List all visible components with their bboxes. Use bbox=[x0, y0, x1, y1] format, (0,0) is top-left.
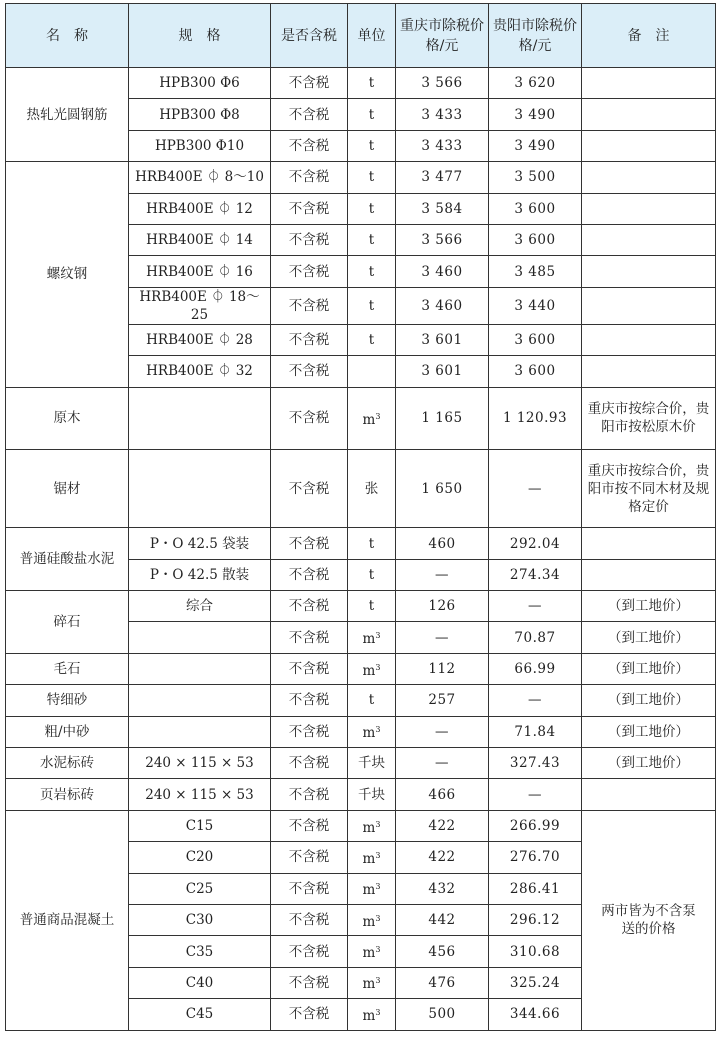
cell-remark: （到工地价） bbox=[582, 591, 716, 622]
cell-remark: （到工地价） bbox=[582, 622, 716, 653]
cell-spec: C35 bbox=[129, 936, 271, 967]
unit-text: m bbox=[362, 913, 376, 930]
cell-gy: 327.43 bbox=[489, 748, 582, 779]
cell-remark bbox=[582, 130, 716, 161]
table-row bbox=[6, 591, 716, 622]
cell-gy: 296.12 bbox=[489, 905, 582, 936]
cell-spec: HPB300 Φ8 bbox=[129, 99, 271, 130]
cell-spec: HRB400E ⏀ 18～25 bbox=[129, 287, 271, 324]
cell-unit bbox=[348, 653, 396, 684]
cell-unit: t bbox=[348, 256, 396, 287]
cell-cq: 500 bbox=[396, 999, 489, 1030]
cell-spec: C45 bbox=[129, 999, 271, 1030]
cell-cq: 112 bbox=[396, 653, 489, 684]
unit-superscript: 3 bbox=[375, 662, 381, 672]
cell-remark bbox=[582, 68, 716, 99]
cell-unit bbox=[348, 810, 396, 841]
cell-gy: 276.70 bbox=[489, 842, 582, 873]
cell-unit bbox=[348, 999, 396, 1030]
unit-superscript: 3 bbox=[375, 411, 381, 421]
cell-remark bbox=[582, 162, 716, 193]
cell-spec bbox=[129, 387, 271, 450]
cell-spec: C15 bbox=[129, 810, 271, 841]
cell-spec bbox=[129, 450, 271, 528]
table-row bbox=[6, 653, 716, 684]
cell-remark: 重庆市按综合价，贵阳市按不同木材及规格定价 bbox=[582, 450, 716, 528]
cell-remark bbox=[582, 99, 716, 130]
cell-unit: 张 bbox=[348, 450, 396, 528]
cell-tax: 不含税 bbox=[271, 936, 348, 967]
cell-unit: t bbox=[348, 130, 396, 161]
cell-cq: 3 566 bbox=[396, 224, 489, 255]
cell-gy: 71.84 bbox=[489, 716, 582, 747]
cell-gy: 3 620 bbox=[489, 68, 582, 99]
table-row bbox=[6, 748, 716, 779]
cell-tax: 不含税 bbox=[271, 224, 348, 255]
cell-cq: 3 584 bbox=[396, 193, 489, 224]
cell-unit: t bbox=[348, 68, 396, 99]
table-row bbox=[6, 162, 716, 193]
table-row bbox=[6, 387, 716, 450]
cell-remark bbox=[582, 324, 716, 355]
cell-tax: 不含税 bbox=[271, 622, 348, 653]
cell-gy: 3 600 bbox=[489, 324, 582, 355]
cell-tax: 不含税 bbox=[271, 99, 348, 130]
cell-gy: 292.04 bbox=[489, 528, 582, 559]
cell-cq: 3 601 bbox=[396, 356, 489, 387]
cell-gy: 286.41 bbox=[489, 873, 582, 904]
cell-spec: C25 bbox=[129, 873, 271, 904]
cell-tax: 不含税 bbox=[271, 653, 348, 684]
cell-spec: HRB400E ⏀ 28 bbox=[129, 324, 271, 355]
table-row bbox=[6, 450, 716, 528]
table-row bbox=[6, 68, 716, 99]
cell-gy: 3 600 bbox=[489, 224, 582, 255]
cell-unit: t bbox=[348, 193, 396, 224]
header-unit: 单位 bbox=[348, 4, 396, 68]
cell-spec: C20 bbox=[129, 842, 271, 873]
cell-name: 原木 bbox=[6, 387, 129, 450]
cell-cq: — bbox=[396, 622, 489, 653]
cell-unit: t bbox=[348, 528, 396, 559]
unit-superscript: 3 bbox=[375, 976, 381, 986]
cell-spec: HPB300 Φ6 bbox=[129, 68, 271, 99]
cell-cq: 126 bbox=[396, 591, 489, 622]
cell-spec bbox=[129, 653, 271, 684]
price-table bbox=[5, 3, 716, 1031]
cell-cq: 432 bbox=[396, 873, 489, 904]
cell-remark: （到工地价） bbox=[582, 685, 716, 716]
cell-remark bbox=[582, 559, 716, 590]
cell-tax: 不含税 bbox=[271, 324, 348, 355]
cell-tax: 不含税 bbox=[271, 716, 348, 747]
cell-spec: P・O 42.5 袋装 bbox=[129, 528, 271, 559]
cell-unit: 千块 bbox=[348, 748, 396, 779]
cell-tax: 不含税 bbox=[271, 162, 348, 193]
cell-unit: t bbox=[348, 162, 396, 193]
cell-cq: — bbox=[396, 559, 489, 590]
cell-remark bbox=[582, 528, 716, 559]
cell-tax: 不含税 bbox=[271, 591, 348, 622]
cell-name: 水泥标砖 bbox=[6, 748, 129, 779]
cell-cq: — bbox=[396, 716, 489, 747]
cell-spec: HRB400E ⏀ 8～10 bbox=[129, 162, 271, 193]
cell-gy: 3 490 bbox=[489, 99, 582, 130]
cell-spec: 综合 bbox=[129, 591, 271, 622]
unit-superscript: 3 bbox=[375, 819, 381, 829]
cell-tax: 不含税 bbox=[271, 528, 348, 559]
table-row bbox=[6, 810, 716, 841]
cell-gy: 344.66 bbox=[489, 999, 582, 1030]
cell-gy: 3 485 bbox=[489, 256, 582, 287]
cell-name: 热轧光圆钢筋 bbox=[6, 68, 129, 162]
cell-cq: 3 477 bbox=[396, 162, 489, 193]
cell-tax: 不含税 bbox=[271, 685, 348, 716]
cell-name: 特细砂 bbox=[6, 685, 129, 716]
unit-superscript: 3 bbox=[375, 913, 381, 923]
cell-cq: 422 bbox=[396, 842, 489, 873]
cell-tax: 不含税 bbox=[271, 68, 348, 99]
cell-spec: 240 × 115 × 53 bbox=[129, 748, 271, 779]
cell-unit: t bbox=[348, 685, 396, 716]
cell-cq: 1 650 bbox=[396, 450, 489, 528]
cell-unit: t bbox=[348, 324, 396, 355]
cell-remark: 两市皆为不含泵送的价格 bbox=[582, 810, 716, 1030]
cell-spec: 240 × 115 × 53 bbox=[129, 779, 271, 810]
unit-text: m bbox=[362, 411, 376, 428]
cell-cq: 466 bbox=[396, 779, 489, 810]
cell-cq: 476 bbox=[396, 967, 489, 998]
cell-unit bbox=[348, 936, 396, 967]
cell-spec: HRB400E ⏀ 14 bbox=[129, 224, 271, 255]
unit-superscript: 3 bbox=[375, 1007, 381, 1017]
cell-cq: 3 460 bbox=[396, 256, 489, 287]
cell-spec: HRB400E ⏀ 16 bbox=[129, 256, 271, 287]
table-row bbox=[6, 779, 716, 810]
cell-cq: 3 433 bbox=[396, 99, 489, 130]
cell-unit bbox=[348, 905, 396, 936]
cell-tax: 不含税 bbox=[271, 193, 348, 224]
cell-unit bbox=[348, 356, 396, 387]
cell-gy: — bbox=[489, 685, 582, 716]
unit-text: m bbox=[362, 1007, 376, 1024]
cell-tax: 不含税 bbox=[271, 256, 348, 287]
unit-superscript: 3 bbox=[375, 882, 381, 892]
cell-name: 毛石 bbox=[6, 653, 129, 684]
cell-tax: 不含税 bbox=[271, 559, 348, 590]
header-name: 名 称 bbox=[6, 4, 129, 68]
unit-text: m bbox=[362, 662, 376, 679]
header-spec: 规 格 bbox=[129, 4, 271, 68]
cell-spec bbox=[129, 622, 271, 653]
cell-tax: 不含税 bbox=[271, 748, 348, 779]
cell-spec: HRB400E ⏀ 12 bbox=[129, 193, 271, 224]
cell-unit bbox=[348, 716, 396, 747]
cell-unit: t bbox=[348, 559, 396, 590]
cell-spec: P・O 42.5 散装 bbox=[129, 559, 271, 590]
table-row bbox=[6, 528, 716, 559]
unit-text: m bbox=[362, 725, 376, 742]
unit-superscript: 3 bbox=[375, 725, 381, 735]
cell-unit bbox=[348, 873, 396, 904]
cell-cq: 257 bbox=[396, 685, 489, 716]
cell-cq: 3 601 bbox=[396, 324, 489, 355]
unit-text: m bbox=[362, 819, 376, 836]
cell-tax: 不含税 bbox=[271, 905, 348, 936]
cell-gy: 274.34 bbox=[489, 559, 582, 590]
cell-spec bbox=[129, 685, 271, 716]
cell-remark: 重庆市按综合价，贵阳市按松原木价 bbox=[582, 387, 716, 450]
cell-cq: 3 433 bbox=[396, 130, 489, 161]
cell-unit bbox=[348, 967, 396, 998]
cell-cq: 3 460 bbox=[396, 287, 489, 324]
cell-gy: — bbox=[489, 779, 582, 810]
unit-superscript: 3 bbox=[375, 631, 381, 641]
cell-unit: t bbox=[348, 224, 396, 255]
cell-gy: 266.99 bbox=[489, 810, 582, 841]
cell-tax: 不含税 bbox=[271, 356, 348, 387]
cell-spec bbox=[129, 716, 271, 747]
cell-name: 普通硅酸盐水泥 bbox=[6, 528, 129, 591]
cell-gy: 1 120.93 bbox=[489, 387, 582, 450]
cell-remark: （到工地价） bbox=[582, 653, 716, 684]
unit-superscript: 3 bbox=[375, 850, 381, 860]
cell-remark: （到工地价） bbox=[582, 716, 716, 747]
cell-tax: 不含税 bbox=[271, 387, 348, 450]
cell-gy: 310.68 bbox=[489, 936, 582, 967]
cell-name: 碎石 bbox=[6, 591, 129, 654]
cell-remark: （到工地价） bbox=[582, 748, 716, 779]
cell-name: 页岩标砖 bbox=[6, 779, 129, 810]
header-chongqing-price: 重庆市除税价格/元 bbox=[396, 4, 489, 68]
cell-unit: t bbox=[348, 591, 396, 622]
cell-cq: 1 165 bbox=[396, 387, 489, 450]
cell-spec: C30 bbox=[129, 905, 271, 936]
cell-unit: 千块 bbox=[348, 779, 396, 810]
cell-cq: — bbox=[396, 748, 489, 779]
cell-tax: 不含税 bbox=[271, 810, 348, 841]
unit-superscript: 3 bbox=[375, 945, 381, 955]
cell-unit: t bbox=[348, 287, 396, 324]
cell-gy: 3 500 bbox=[489, 162, 582, 193]
cell-gy: — bbox=[489, 591, 582, 622]
cell-gy: 3 440 bbox=[489, 287, 582, 324]
table-row bbox=[6, 716, 716, 747]
cell-gy: 3 490 bbox=[489, 130, 582, 161]
cell-tax: 不含税 bbox=[271, 287, 348, 324]
unit-text: m bbox=[362, 850, 376, 867]
cell-spec: C40 bbox=[129, 967, 271, 998]
cell-cq: 460 bbox=[396, 528, 489, 559]
cell-name: 普通商品混凝土 bbox=[6, 810, 129, 1030]
cell-cq: 422 bbox=[396, 810, 489, 841]
cell-spec: HPB300 Φ10 bbox=[129, 130, 271, 161]
cell-name: 粗/中砂 bbox=[6, 716, 129, 747]
cell-tax: 不含税 bbox=[271, 842, 348, 873]
cell-unit bbox=[348, 387, 396, 450]
unit-text: m bbox=[362, 976, 376, 993]
cell-name: 螺纹钢 bbox=[6, 162, 129, 387]
cell-gy: — bbox=[489, 450, 582, 528]
unit-text: m bbox=[362, 882, 376, 899]
cell-remark bbox=[582, 356, 716, 387]
cell-gy: 3 600 bbox=[489, 193, 582, 224]
cell-unit bbox=[348, 842, 396, 873]
header-tax: 是否含税 bbox=[271, 4, 348, 68]
cell-remark bbox=[582, 287, 716, 324]
cell-gy: 70.87 bbox=[489, 622, 582, 653]
cell-tax: 不含税 bbox=[271, 450, 348, 528]
cell-cq: 456 bbox=[396, 936, 489, 967]
unit-text: m bbox=[362, 631, 376, 648]
cell-tax: 不含税 bbox=[271, 873, 348, 904]
cell-remark bbox=[582, 193, 716, 224]
header-row bbox=[6, 4, 716, 68]
cell-remark bbox=[582, 224, 716, 255]
table-row bbox=[6, 685, 716, 716]
cell-unit bbox=[348, 622, 396, 653]
cell-tax: 不含税 bbox=[271, 967, 348, 998]
cell-spec: HRB400E ⏀ 32 bbox=[129, 356, 271, 387]
cell-gy: 66.99 bbox=[489, 653, 582, 684]
cell-gy: 3 600 bbox=[489, 356, 582, 387]
unit-text: m bbox=[362, 945, 376, 962]
cell-tax: 不含税 bbox=[271, 779, 348, 810]
cell-tax: 不含税 bbox=[271, 999, 348, 1030]
cell-remark bbox=[582, 779, 716, 810]
header-remark: 备 注 bbox=[582, 4, 716, 68]
cell-cq: 3 566 bbox=[396, 68, 489, 99]
header-guiyang-price: 贵阳市除税价格/元 bbox=[489, 4, 582, 68]
cell-remark bbox=[582, 256, 716, 287]
cell-gy: 325.24 bbox=[489, 967, 582, 998]
cell-unit: t bbox=[348, 99, 396, 130]
cell-name: 锯材 bbox=[6, 450, 129, 528]
cell-tax: 不含税 bbox=[271, 130, 348, 161]
cell-cq: 442 bbox=[396, 905, 489, 936]
